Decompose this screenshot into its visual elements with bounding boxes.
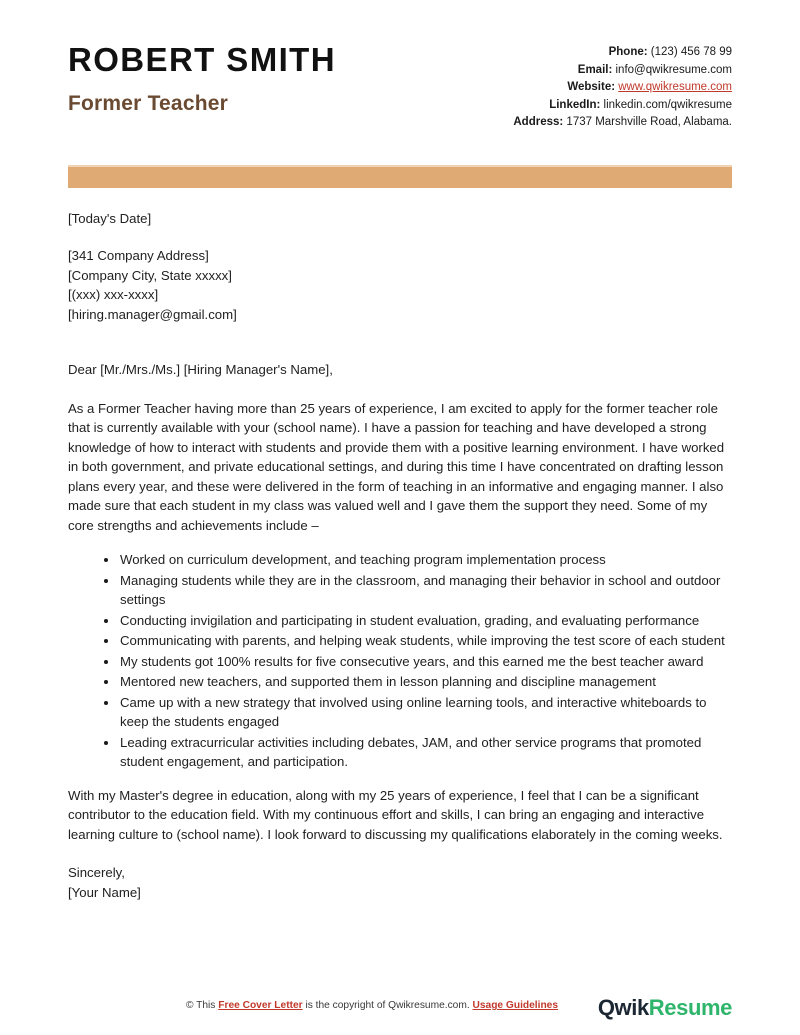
contact-row-phone xyxy=(513,44,732,62)
contact-row-email xyxy=(513,62,732,80)
letter-salutation: Dear [Mr./Mrs./Ms.] [Hiring Manager's Name], xyxy=(68,362,333,377)
achievements-list xyxy=(68,550,732,772)
contact-value-linkedin: linkedin.com/qwikresume xyxy=(603,98,732,111)
contact-label-website: Website: xyxy=(567,81,616,93)
footer-copyright-prefix: © This xyxy=(186,1000,216,1011)
contact-value-email: info@qwikresume.com xyxy=(615,63,732,76)
recipient-line: [Company City, State xxxxx] xyxy=(68,267,232,283)
document-header xyxy=(68,0,732,132)
recipient-line: [(xxx) xxx-xxxx] xyxy=(68,287,159,302)
signature-name: [Your Name] xyxy=(68,884,141,900)
list-item: My students got 100% results for five consecutive years, and this earned me the best teacher award xyxy=(68,652,732,672)
footer-copyright-middle: is the copyright of Qwikresume.com. xyxy=(305,1000,470,1011)
contact-label-phone: Phone: xyxy=(608,46,648,58)
list-item: Leading extracurricular activities including debates, JAM, and other service programs that promoted student engagement, and participation. xyxy=(68,733,732,772)
document-footer xyxy=(68,997,732,1019)
closing-salutation: Sincerely, xyxy=(68,865,125,880)
list-item: Mentored new teachers, and supported them in lesson planning and discipline management xyxy=(68,672,732,692)
opening-paragraph: As a Former Teacher having more than 25 years of experience, I am excited to apply for the former teacher role that is currently available with your (school name). I have a passion for teaching and have developed a strong knowledge of how to interact with students and provide them with a positive learning environment. I have worked in both government, and private educational settings, and during this time I have concentrated on drafting lesson plans every year, and these were delivered in the form of teaching in an informative and engaging manner. I also made sure that each student in my class was valued well and I gave them the support they need. Some of my core strengths and achievements include – xyxy=(68,400,725,533)
list-item: Communicating with parents, and helping weak students, while improving the test score of each student xyxy=(68,631,732,651)
contact-value-phone: (123) 456 78 99 xyxy=(650,46,732,58)
contact-label-linkedin: LinkedIn: xyxy=(549,98,601,111)
letter-body xyxy=(68,188,732,903)
logo-text-resume: Resume xyxy=(648,995,732,1020)
recipient-line: [hiring.manager@gmail.com] xyxy=(68,306,237,322)
applicant-job-title: Former Teacher xyxy=(68,92,228,116)
qwikresume-logo xyxy=(598,997,732,1019)
recipient-line: [341 Company Address] xyxy=(68,248,209,263)
contact-label-email: Email: xyxy=(577,63,613,76)
letter-date: [Today's Date] xyxy=(68,210,152,226)
footer-copyright-note xyxy=(68,999,558,1019)
signature-block xyxy=(68,863,732,902)
free-cover-letter-link[interactable]: Free Cover Letter xyxy=(218,1000,303,1011)
header-accent-bar xyxy=(68,165,732,188)
contact-details-block xyxy=(513,38,732,132)
applicant-name: ROBERT SMITH xyxy=(68,41,336,78)
contact-value-website-link[interactable]: www.qwikresume.com xyxy=(618,81,732,93)
recipient-address-block xyxy=(68,246,732,324)
identity-block xyxy=(68,38,336,115)
list-item: Came up with a new strategy that involved using online learning tools, and interactive whiteboards to keep the students engaged xyxy=(68,693,732,732)
closing-paragraph: With my Master's degree in education, along with my 25 years of experience, I feel that I can be a significant contributor to the education field. With my continuous effort and skills, I can bring an engaging and interactive learning culture to (school name). I look forward to discussing my qualifications elaborately in the coming weeks. xyxy=(68,787,723,842)
logo-text-qwik: Qwik xyxy=(597,995,649,1020)
contact-row-address xyxy=(513,114,732,132)
contact-label-address: Address: xyxy=(513,116,564,128)
list-item: Conducting invigilation and participating in student evaluation, grading, and evaluating performance xyxy=(68,611,732,631)
list-item: Worked on curriculum development, and teaching program implementation process xyxy=(68,550,732,570)
contact-value-address: 1737 Marshville Road, Alabama. xyxy=(566,116,732,128)
list-item: Managing students while they are in the classroom, and managing their behavior in school and outdoor settings xyxy=(68,571,732,610)
usage-guidelines-link[interactable]: Usage Guidelines xyxy=(472,1000,559,1011)
contact-row-website xyxy=(513,79,732,97)
contact-row-linkedin xyxy=(513,97,732,115)
